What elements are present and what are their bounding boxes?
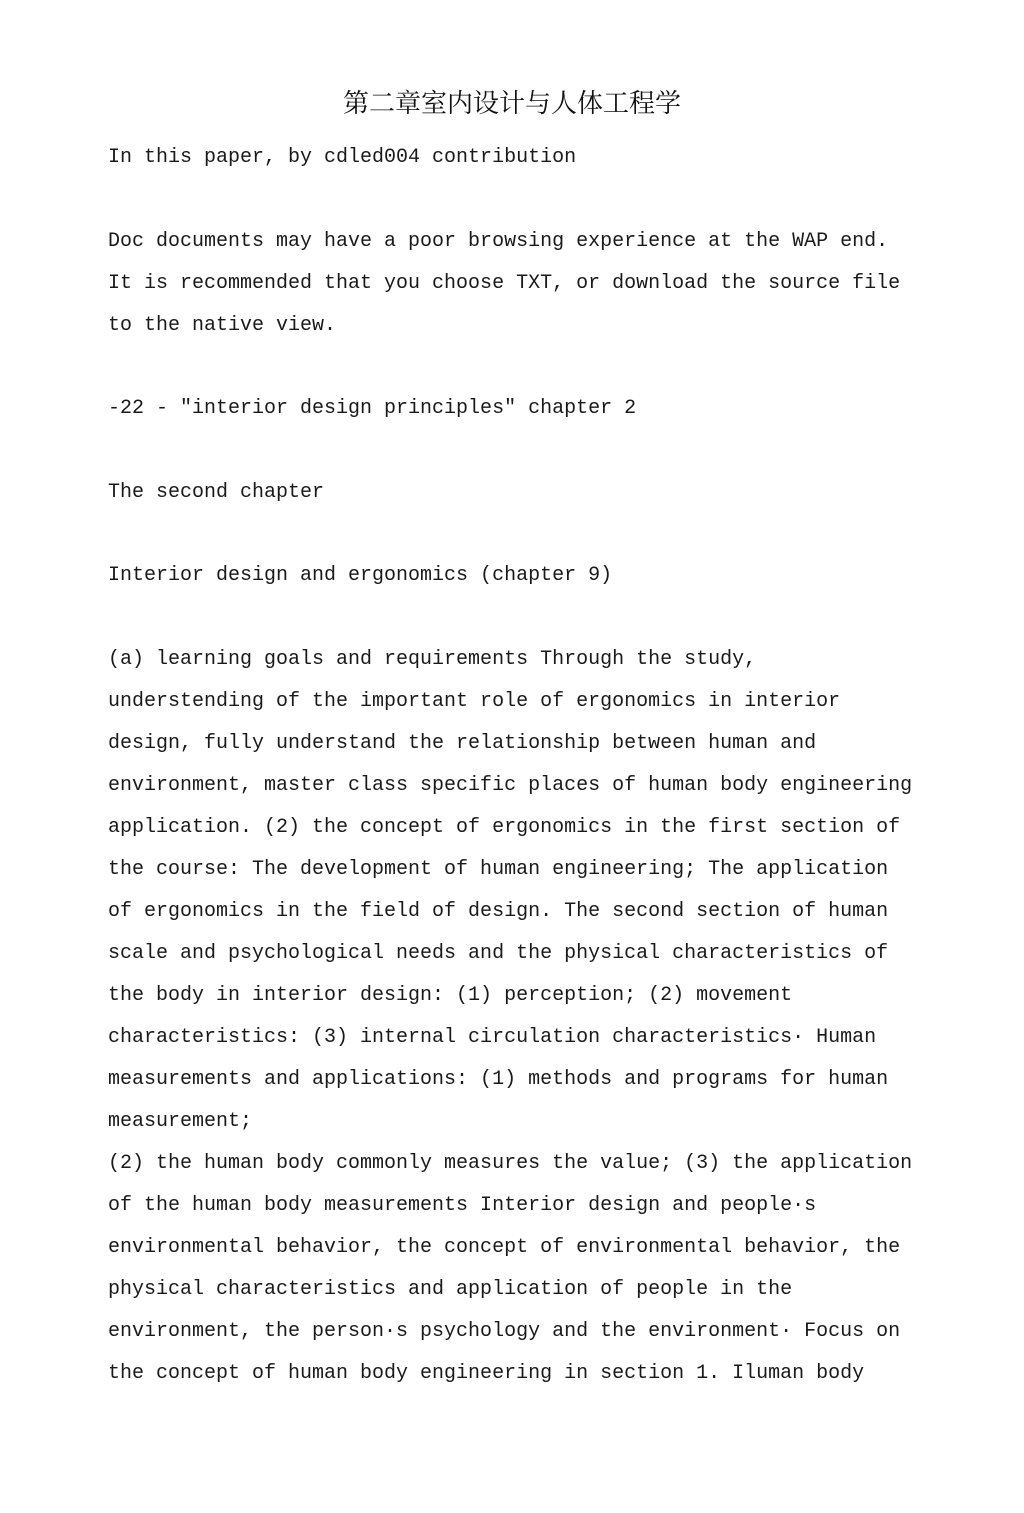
chapter-label: The second chapter: [108, 480, 325, 504]
paragraph-line: the concept of human body engineering in section 1. Iluman body: [108, 1361, 865, 1385]
paragraph-line: physical characteristics and application of people in the: [108, 1277, 793, 1301]
byline: In this paper, by cdled004 contribution: [108, 146, 577, 169]
spacer: [108, 514, 938, 556]
spacer: [108, 430, 938, 472]
paragraph-line: environment, the person·s psychology and the environment· Focus on: [108, 1319, 901, 1343]
paragraph-line: environmental behavior, the concept of environmental behavior, the: [108, 1235, 901, 1259]
spacer: [108, 597, 938, 639]
paragraph-line: measurement;: [108, 1109, 253, 1133]
paragraph-line: the course: The development of human engineering; The application: [108, 857, 889, 881]
notice-line: Doc documents may have a poor browsing experience at the WAP end.: [108, 229, 889, 253]
header-reference: -22 - "interior design principles" chapter 2: [108, 397, 637, 420]
paragraph-line: of ergonomics in the field of design. The second section of human: [108, 899, 889, 923]
paragraph-line: environment, master class specific places of human body engineering: [108, 773, 913, 797]
notice-line: to the native view.: [108, 313, 337, 337]
paragraph-line: (2) the human body commonly measures the value; (3) the application: [108, 1151, 913, 1175]
spacer: [108, 347, 938, 389]
notice-line: It is recommended that you choose TXT, or download the source file: [108, 271, 901, 295]
paragraph-line: (a) learning goals and requirements Through the study,: [108, 647, 757, 671]
document-title: 第二章室内设计与人体工程学: [342, 89, 681, 119]
spacer: [108, 179, 938, 221]
paragraph-line: the body in interior design: (1) perception; (2) movement: [108, 983, 793, 1007]
paragraph-line: design, fully understand the relationship between human and: [108, 731, 817, 755]
document-body: [108, 137, 938, 1395]
paragraph-line: of the human body measurements Interior design and people·s: [108, 1193, 817, 1217]
chapter-title: Interior design and ergonomics (chapter 9): [108, 564, 613, 587]
paragraph-line: measurements and applications: (1) methods and programs for human: [108, 1067, 889, 1091]
paragraph-line: characteristics: (3) internal circulation characteristics· Human: [108, 1025, 877, 1049]
paragraph-line: application. (2) the concept of ergonomics in the first section of: [108, 815, 901, 839]
paragraph-line: scale and psychological needs and the physical characteristics of: [108, 941, 889, 965]
paragraph-line: understending of the important role of ergonomics in interior: [108, 689, 841, 713]
